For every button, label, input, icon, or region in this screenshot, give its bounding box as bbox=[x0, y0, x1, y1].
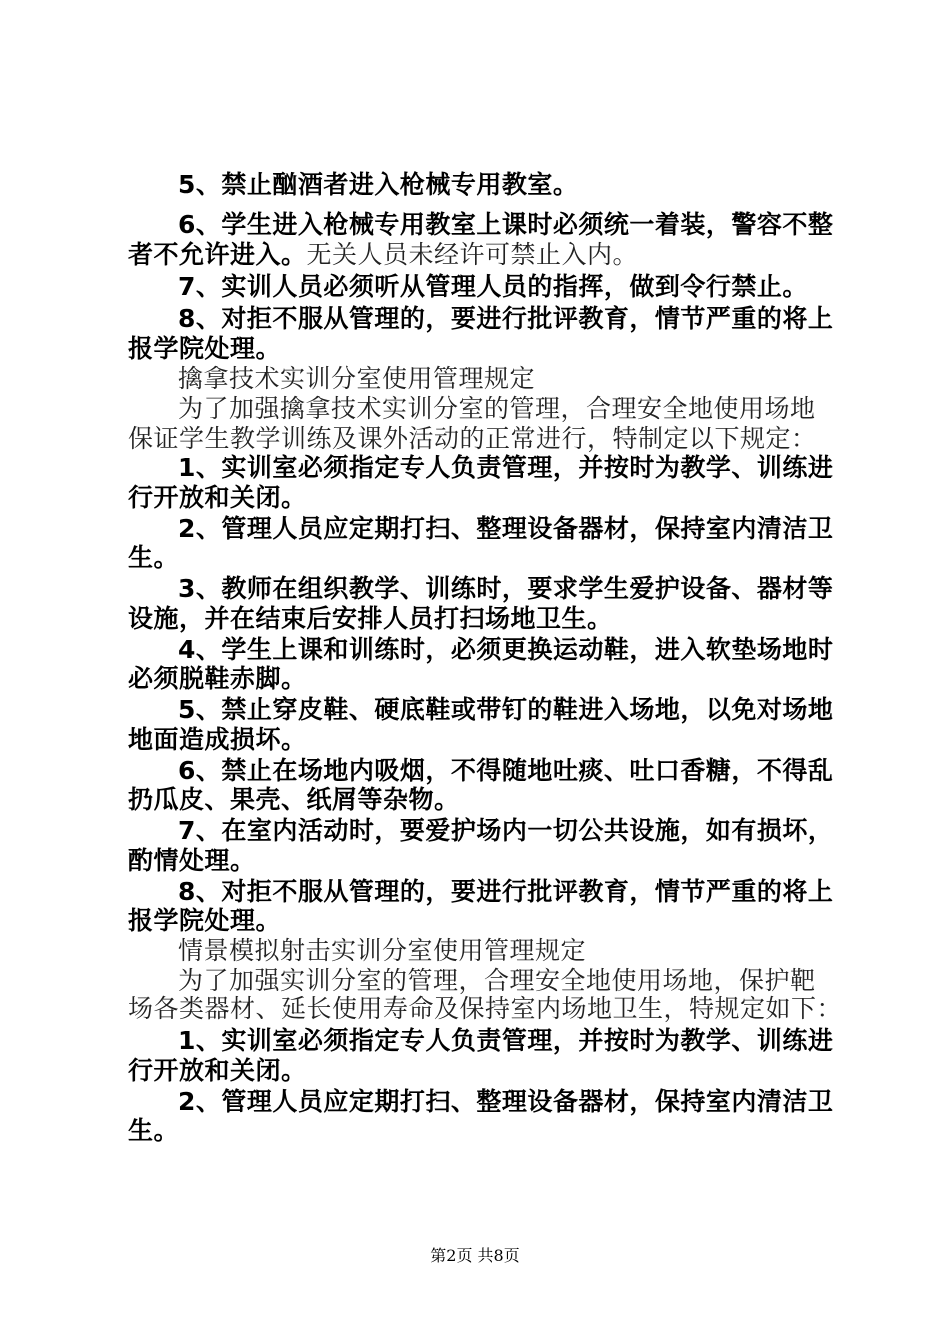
paragraph-line: 无关人员未经许可禁止入内。 bbox=[306, 240, 639, 269]
paragraph-line: 报学院处理。 bbox=[128, 906, 282, 935]
paragraph-line: 报学院处理。 bbox=[128, 334, 282, 363]
mixed-line bbox=[128, 240, 638, 275]
paragraph-line: 2、管理人员应定期打扫、整理设备器材，保持室内清洁卫 bbox=[178, 514, 834, 543]
paragraph-line: 5、禁止穿皮鞋、硬底鞋或带钉的鞋进入场地，以免对场地 bbox=[178, 695, 834, 724]
paragraph-line: 扔瓜皮、果壳、纸屑等杂物。 bbox=[128, 785, 460, 814]
paragraph-line: 必须脱鞋赤脚。 bbox=[128, 664, 307, 693]
paragraph-line: 3、教师在组织教学、训练时，要求学生爱护设备、器材等 bbox=[178, 574, 834, 603]
paragraph-line: 7、在室内活动时，要爱护场内一切公共设施，如有损坏， bbox=[178, 816, 834, 845]
paragraph-line: 酌情处理。 bbox=[128, 846, 256, 875]
paragraph-line: 8、对拒不服从管理的，要进行批评教育，情节严重的将上 bbox=[178, 304, 834, 333]
paragraph-line: 行开放和关闭。 bbox=[128, 483, 307, 512]
paragraph-line: 1、实训室必须指定专人负责管理，并按时为教学、训练进 bbox=[178, 453, 834, 482]
paragraph-line: 生。 bbox=[128, 543, 180, 572]
paragraph-line: 者不允许进入。 bbox=[128, 240, 307, 269]
paragraph-line: 为了加强擒拿技术实训分室的管理，合理安全地使用场地 bbox=[178, 394, 816, 423]
paragraph-line: 6、学生进入枪械专用教室上课时必须统一着装，警容不整 bbox=[178, 210, 834, 239]
page-number-footer: 第2页 共8页 bbox=[430, 1246, 520, 1265]
paragraph-line: 保证学生教学训练及课外活动的正常进行，特制定以下规定： bbox=[128, 424, 817, 453]
paragraph-line: 7、实训人员必须听从管理人员的指挥，做到令行禁止。 bbox=[178, 272, 808, 301]
paragraph-line: 生。 bbox=[128, 1116, 180, 1145]
section-heading: 情景模拟射击实训分室使用管理规定 bbox=[178, 936, 587, 965]
paragraph-line: 8、对拒不服从管理的，要进行批评教育，情节严重的将上 bbox=[178, 877, 834, 906]
paragraph-line: 行开放和关闭。 bbox=[128, 1056, 307, 1085]
paragraph-line: 5、禁止酗酒者进入枪械专用教室。 bbox=[178, 170, 579, 199]
paragraph-line: 地面造成损坏。 bbox=[128, 725, 307, 754]
paragraph-line: 4、学生上课和训练时，必须更换运动鞋，进入软垫场地时 bbox=[178, 635, 834, 664]
paragraph-line: 1、实训室必须指定专人负责管理，并按时为教学、训练进 bbox=[178, 1026, 834, 1055]
paragraph-line: 6、禁止在场地内吸烟，不得随地吐痰、吐口香糖，不得乱 bbox=[178, 756, 834, 785]
paragraph-line: 设施，并在结束后安排人员打扫场地卫生。 bbox=[128, 604, 613, 633]
section-heading: 擒拿技术实训分室使用管理规定 bbox=[178, 364, 536, 393]
paragraph-line: 场各类器材、延长使用寿命及保持室内场地卫生，特规定如下： bbox=[128, 994, 843, 1023]
paragraph-line: 2、管理人员应定期打扫、整理设备器材，保持室内清洁卫 bbox=[178, 1087, 834, 1116]
paragraph-line: 为了加强实训分室的管理，合理安全地使用场地，保护靶 bbox=[178, 966, 816, 995]
